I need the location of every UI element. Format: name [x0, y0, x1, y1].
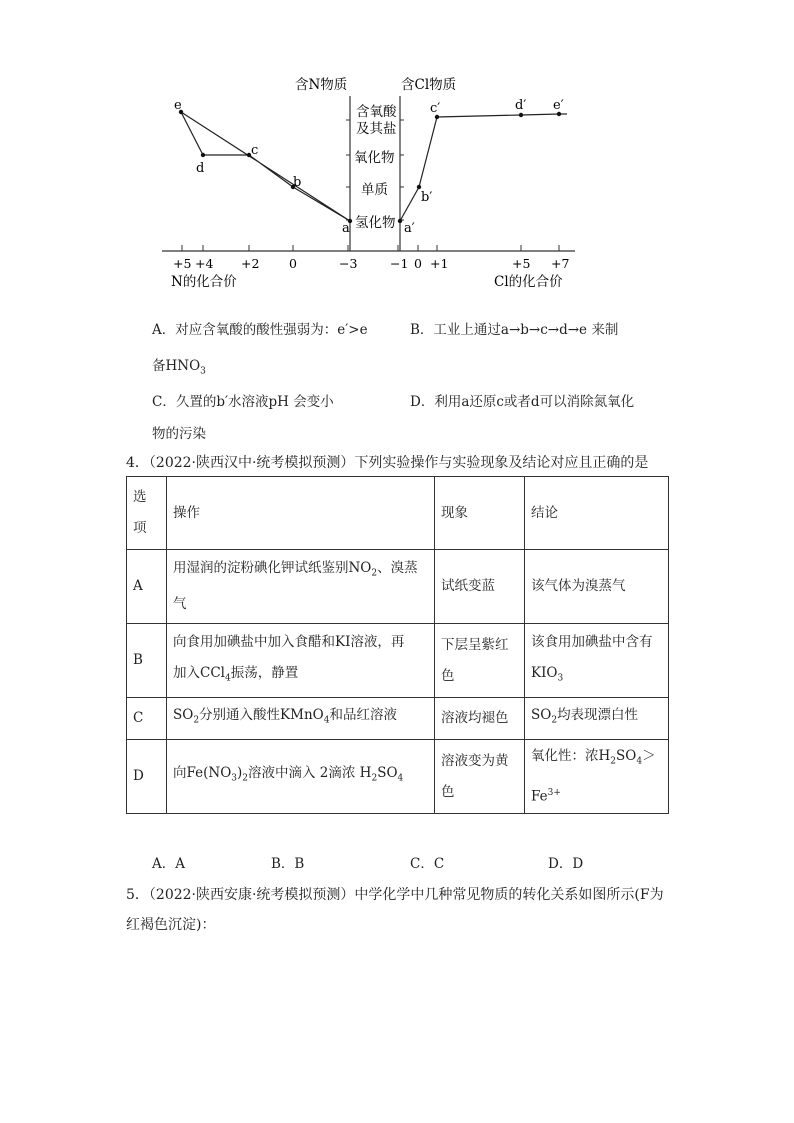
n-point-label-b: b [293, 175, 302, 190]
q3-option-c[interactable]: C．久置的b′水溶液pH 会变小 [152, 394, 334, 410]
valence-category-diagram [0, 0, 794, 300]
cl-point-label-e: e′ [553, 98, 564, 113]
table-row: D 向$Fe(NO_3)_2$溶液中滴入 2滴浓 $H_2SO_4$ 溶液变为黄 色 氧化性：浓$H_2SO_4>$ $Fe^{3+}$ [127, 740, 669, 814]
experiment-table [126, 476, 669, 814]
header-operation: 操作 [167, 477, 435, 550]
n-point-label-e: e [174, 98, 182, 113]
header-phenomenon: 现象 [435, 477, 525, 550]
q5-stem-line2: 红褐色沉淀)： [126, 917, 216, 933]
header-conclusion: 结论 [525, 477, 669, 550]
n-point-label-a: a [342, 221, 350, 236]
category-salt: 及其盐 [356, 121, 397, 137]
table-row: C $SO_2$分别通入酸性KMnO$_4$和品红溶液 溶液均褪色 $SO_2$均表现漂白性 [127, 698, 669, 740]
cl-axis-title: 含Cl物质 [401, 77, 457, 93]
n-tick-label: +2 [241, 256, 260, 271]
n-tick-label: +4 [195, 256, 214, 271]
q4-option-d[interactable]: D．D [548, 856, 584, 872]
n-axis-label: N的化合价 [171, 274, 237, 290]
cl-point-label-a: a′ [404, 221, 415, 236]
cl-axis-label: Cl的化合价 [494, 274, 563, 290]
q4-option-b[interactable]: B．B [271, 856, 305, 872]
q4-stem: 4．（2022·陕西汉中·统考模拟预测）下列实验操作与实验现象及结论对应且正确的是 [126, 455, 649, 471]
q3-option-d-cont: 物的污染 [152, 426, 206, 442]
cl-point-label-d: d′ [515, 98, 527, 113]
category-oxyacid: 含氧酸 [356, 104, 397, 120]
n-point-label-c: c [251, 143, 259, 158]
n-tick-label: −3 [339, 256, 358, 271]
cl-tick-label: +1 [430, 256, 449, 271]
cl-point-b [417, 185, 421, 189]
n-tick-label: 0 [289, 256, 297, 271]
cl-tick-label: +5 [512, 256, 531, 271]
table-row: A 用湿润的淀粉碘化钾试纸鉴别$NO_2$、溴蒸 气 试纸变蓝 该气体为溴蒸气 [127, 550, 669, 624]
table-row: B 向食用加碘盐中加入食醋和KI溶液，再 加入CCl$_4$振荡，静置 下层呈紫红 色 该食用加碘盐中含有 $KIO_3$ [127, 624, 669, 698]
cl-point-label-c: c′ [430, 101, 441, 116]
category-element: 单质 [361, 182, 388, 198]
category-oxide: 氧化物 [354, 150, 395, 166]
header-option: 选 项 [127, 477, 167, 550]
q4-option-c[interactable]: C．C [410, 856, 445, 872]
category-hydride: 氢化物 [355, 215, 396, 231]
q3-option-a[interactable]: A．对应含氧酸的酸性强弱为：e′>e [152, 322, 368, 338]
cl-point-d [519, 113, 523, 117]
cl-tick-label: 0 [414, 256, 422, 271]
n-axis-title: 含N物质 [295, 77, 348, 93]
q3-option-b-cont: 备$HNO_3$ [152, 358, 206, 377]
table-header-row [127, 477, 669, 550]
n-point-d [201, 153, 205, 157]
q3-option-b[interactable]: B．工业上通过a→b→c→d→e 来制 [410, 322, 619, 338]
n-tick-label: +5 [173, 256, 192, 271]
q5-stem-line1: 5．（2022·陕西安康·统考模拟预测）中学化学中几种常见物质的转化关系如图所示(F为 [126, 887, 664, 903]
cl-tick-label: −1 [390, 256, 409, 271]
n-point-label-d: d [196, 161, 205, 176]
q4-option-a[interactable]: A．A [152, 856, 185, 872]
q3-option-d[interactable]: D．利用a还原c或者d可以消除氮氧化 [410, 394, 635, 410]
cl-point-a [398, 219, 402, 223]
cl-point-label-b: b′ [421, 190, 433, 205]
cl-tick-label: +7 [551, 256, 570, 271]
n-series-line [181, 112, 350, 221]
